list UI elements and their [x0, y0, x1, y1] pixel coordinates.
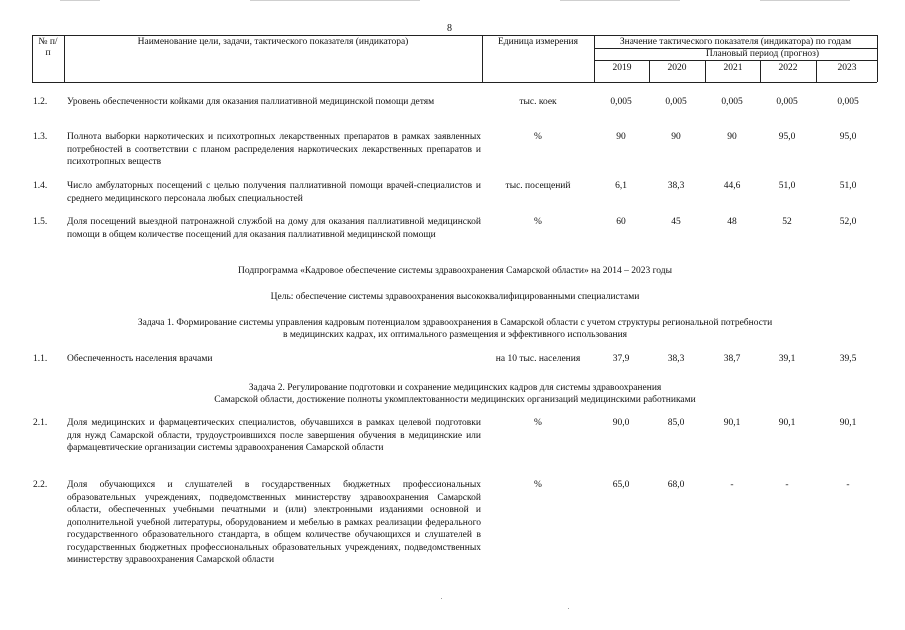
row-indicator-name: Полнота выборки наркотических и психотропных лекарственных препаратов в рамках заявленных потребностей в соответствии с планом распределения наркотических лекарственных препаратов и психотропных веществ — [67, 132, 481, 167]
value-2023: 51,0 — [839, 181, 857, 191]
row-indicator-name: Уровень обеспеченности койками для оказания паллиативной медицинской помощи детям — [67, 97, 435, 107]
value-2019: 65,0 — [612, 480, 630, 490]
value-2022: 39,1 — [778, 354, 796, 364]
row-unit: тыс. коек — [519, 97, 557, 107]
row-number: 1.4. — [33, 181, 48, 191]
value-2023: 90,1 — [839, 418, 857, 428]
col-header-name: Наименование цели, задачи, тактического показателя (индикатора) — [137, 37, 409, 47]
col-header-num: № п/п — [38, 37, 58, 58]
value-2020: 38,3 — [667, 354, 685, 364]
row-number: 1.5. — [33, 217, 48, 227]
goal-heading: Цель: обеспечение системы здравоохранения высококвалифицированными специалистами — [270, 292, 640, 302]
value-2022: 0,005 — [776, 97, 798, 107]
value-2021: 38,7 — [723, 354, 741, 364]
value-2022: 51,0 — [778, 181, 796, 191]
row-number: 2.1. — [33, 418, 48, 428]
row-unit: на 10 тыс. населения — [495, 354, 581, 364]
row-unit: % — [534, 418, 542, 428]
col-header-year: 2022 — [778, 63, 798, 73]
scan-mark — [60, 0, 100, 1]
value-2022: 52 — [782, 217, 792, 227]
col-header-year: 2020 — [667, 63, 687, 73]
row-indicator-name: Число амбулаторных посещений с целью получения паллиативной помощи врачей-специалистов и среднего медицинского персонала любых специальностей — [67, 181, 481, 204]
value-2021: 48 — [727, 217, 737, 227]
value-2023: 95,0 — [839, 132, 857, 142]
value-2023: - — [846, 480, 850, 490]
task-1-heading-line-2: в медицинских кадрах, их оптимального размещения и эффективного использования — [282, 330, 628, 340]
col-header-unit: Единица измерения — [498, 37, 578, 47]
task-2-heading-line-1: Задача 2. Регулирование подготовки и сохранение медицинских кадров для системы здравоохранения — [248, 383, 662, 393]
value-2021: 44,6 — [723, 181, 741, 191]
col-header-year: 2023 — [837, 63, 857, 73]
row-unit: % — [534, 217, 542, 227]
value-2023: 0,005 — [837, 97, 859, 107]
row-indicator-name: Обеспеченность населения врачами — [67, 354, 213, 364]
row-indicator-name: Доля медицинских и фармацевтических специалистов, обучавшихся в рамках целевой подготовки для нужд Самарской области, трудоустроившихся после завершения обучения в медицинские или фармацевтические организации системы здравоохранения Самарской области — [67, 418, 481, 453]
scan-speck — [568, 608, 569, 609]
value-2022: - — [785, 480, 789, 490]
value-2019: 60 — [616, 217, 626, 227]
value-2019: 37,9 — [612, 354, 630, 364]
task-2-heading-line-2: Самарской области, достижение полноты укомплектованности медицинских организаций медицинскими работниками — [214, 395, 696, 405]
value-2019: 90,0 — [612, 418, 630, 428]
row-unit: тыс. посещений — [505, 181, 571, 191]
scan-mark — [760, 0, 850, 1]
value-2020: 38,3 — [667, 181, 685, 191]
col-header-values: Значение тактического показателя (индикатора) по годам — [619, 37, 852, 47]
row-unit: % — [534, 132, 542, 142]
col-header-plan: Плановый период (прогноз) — [705, 49, 820, 59]
value-2019: 6,1 — [615, 181, 627, 191]
value-2023: 39,5 — [839, 354, 857, 364]
value-2021: 0,005 — [721, 97, 743, 107]
subprogram-heading: Подпрограмма «Кадровое обеспечение системы здравоохранения Самарской области» на 2014 – 2023 годы — [238, 266, 672, 276]
row-number: 2.2. — [33, 480, 48, 490]
value-2019: 90 — [616, 132, 626, 142]
value-2020: 85,0 — [667, 418, 685, 428]
value-2021: 90,1 — [723, 418, 741, 428]
scan-speck — [441, 598, 442, 599]
task-1-heading-line-1: Задача 1. Формирование системы управления кадровым потенциалом здравоохранения в Самарской области с учетом структуры региональной потребности — [137, 318, 773, 328]
col-header-year: 2019 — [612, 63, 632, 73]
row-number: 1.1. — [33, 354, 48, 364]
page-number: 8 — [447, 23, 452, 34]
value-2020: 0,005 — [665, 97, 687, 107]
scan-mark — [250, 0, 420, 1]
row-indicator-name: Доля обучающихся и слушателей в государственных бюджетных профессиональных образовательных учреждениях, подведомственных министерству здравоохранения Самарской области, обеспеченных учебными печатными и (или) электронными изданиями основной и дополнительной учебной литературы, оборудованием и мебелью в рамках реализации федерального государственного образовательного стандарта, в общем количестве обучающихся и слушателей в государственных бюджетных профессиональных образовательных учреждениях, подведомственных министерству здравоохранения Самарской области — [67, 480, 481, 565]
value-2021: 90 — [727, 132, 737, 142]
value-2022: 90,1 — [778, 418, 796, 428]
value-2020: 90 — [671, 132, 681, 142]
row-indicator-name: Доля посещений выездной патронажной службой на дому для оказания паллиативной медицинской помощи в общем количестве посещений для оказания паллиативной медицинской помощи — [67, 217, 481, 240]
value-2020: 45 — [671, 217, 681, 227]
col-header-year: 2021 — [723, 63, 743, 73]
value-2020: 68,0 — [667, 480, 685, 490]
scan-mark — [560, 0, 680, 1]
row-number: 1.3. — [33, 132, 48, 142]
value-2023: 52,0 — [839, 217, 857, 227]
row-number: 1.2. — [33, 97, 48, 107]
value-2019: 0,005 — [610, 97, 632, 107]
value-2021: - — [730, 480, 734, 490]
row-unit: % — [534, 480, 542, 490]
value-2022: 95,0 — [778, 132, 796, 142]
